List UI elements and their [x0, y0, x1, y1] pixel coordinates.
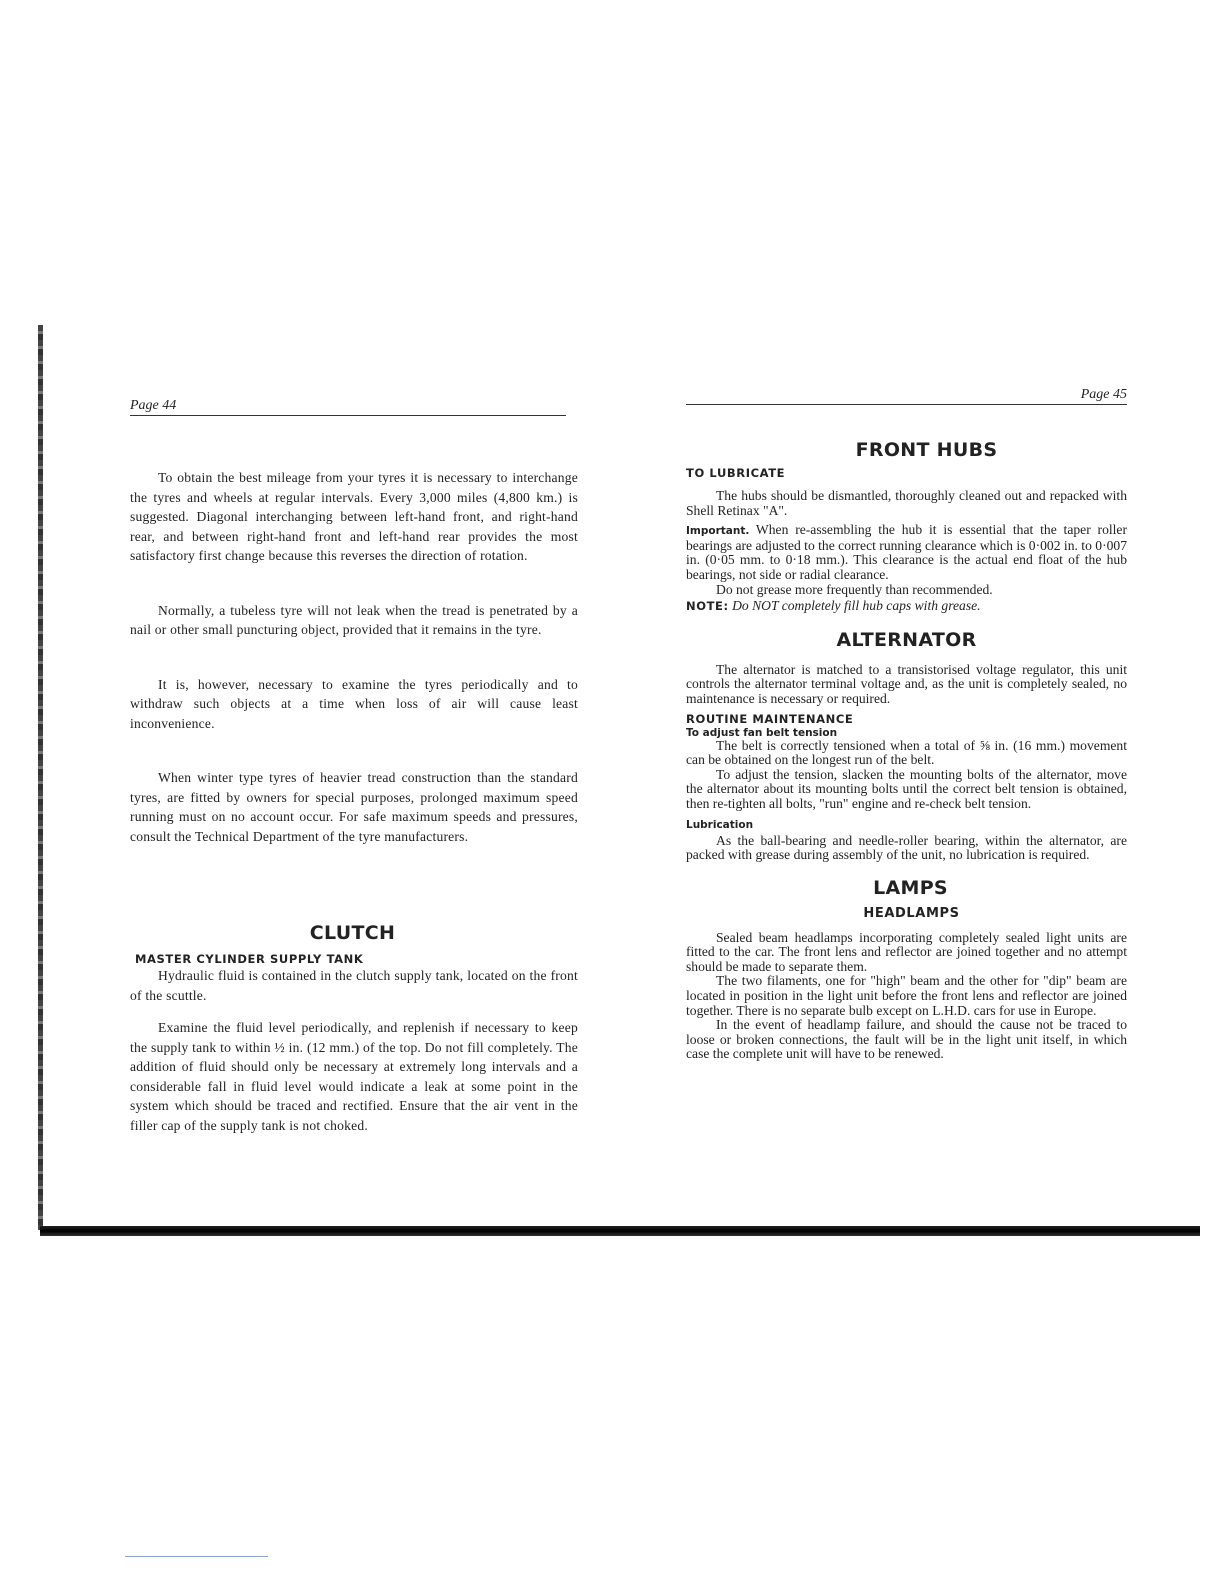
clutch-heading: CLUTCH [309, 922, 396, 944]
headlamps-subheading: HEADLAMPS [863, 905, 960, 921]
adjust-tension-paragraph: To adjust the tension, slacken the mounting bolts of the alternator, move the alternator about its mounting bolts until the correct belt tension is obtained, then re-tighten all bolts, "run" engine and re-check belt tension. [686, 766, 1127, 811]
hubs-note-paragraph [686, 599, 1127, 614]
footer-rule [125, 1556, 268, 1557]
clutch-fluid-paragraph: Hydraulic fluid is contained in the clutch supply tank, located on the front of the scuttle. [130, 968, 578, 1003]
tyre-interchange-paragraph: To obtain the best mileage from your tyres it is necessary to interchange the tyres and wheels at regular intervals. Every 3,000 miles (4,800 km.) is suggested. Diagonal interchanging between left-hand front, and right-hand rear, and between right-hand front and left-hand rear provides the most satisfactory first change because this reverses the direction of rotation. [130, 470, 578, 563]
tubeless-tyre-paragraph: Normally, a tubeless tyre will not leak when the tread is penetrated by a nail or other small puncturing object, provided that it remains in the tyre. [130, 602, 578, 637]
winter-tyres-paragraph: When winter type tyres of heavier tread construction than the standard tyres, are fitted by owners for special purposes, prolonged maximum speed running must on no account occur. For safe maximum speeds and pressures, consult the Technical Department of the tyre manufacturers. [130, 770, 578, 844]
bottom-binding-edge [40, 1226, 1200, 1236]
page-number-right: Page 45 [686, 387, 1127, 405]
tyre-examine-paragraph: It is, however, necessary to examine the tyres periodically and to withdraw such objects at a time when loss of air will cause least inconvenience. [130, 676, 578, 731]
important-text: When re-assembling the hub it is essential that the taper roller bearings are adjusted to the correct running clearance which is 0·002 in. to 0·007 in. (0·05 mm. to 0·18 mm.). This clearance is the actual end float of the hub bearings, not side or radial clearance. [686, 522, 1127, 582]
hubs-dismantle-paragraph: The hubs should be dismantled, thoroughly cleaned out and repacked with Shell Retinax "A". [686, 488, 1127, 518]
right-page [686, 387, 1127, 1062]
to-lubricate-subheading: TO LUBRICATE [686, 466, 786, 480]
lamps-heading: LAMPS [873, 876, 948, 899]
sealed-beam-paragraph: Sealed beam headlamps incorporating completely sealed light units are fitted to the car. The front lens and reflector are joined together and no attempt should be made to separate them. [686, 929, 1127, 974]
left-page [130, 398, 578, 1135]
note-label: NOTE: [686, 599, 729, 614]
clutch-examine-paragraph: Examine the fluid level periodically, and replenish if necessary to keep the supply tank to within ½ in. (12 mm.) of the top. Do not fill completely. The addition of fluid should only be necessary at extremely long intervals and a considerable fall in fluid level would indicate a leak at some point in the system which should be traced and rectified. Ensure that the air vent in the filler cap of the supply tank is not choked. [130, 1020, 578, 1133]
hubs-important-paragraph [686, 523, 1127, 582]
hubs-grease-paragraph: Do not grease more frequently than recommended. [716, 581, 993, 597]
page-number-left: Page 44 [130, 398, 566, 416]
routine-maintenance-subheading: ROUTINE MAINTENANCE [686, 711, 854, 726]
belt-tension-paragraph: The belt is correctly tensioned when a total of ⅝ in. (16 mm.) movement can be obtained on the longest run of the belt. [686, 737, 1127, 768]
front-hubs-heading: FRONT HUBS [855, 439, 998, 461]
alternator-regulator-paragraph: The alternator is matched to a transistorised voltage regulator, this unit controls the alternator terminal voltage and, as the unit is completely sealed, no maintenance is necessary or required. [686, 661, 1127, 706]
bearing-lubrication-paragraph: As the ball-bearing and needle-roller bearing, within the alternator, are packed with grease during assembly of the unit, no lubrication is required. [686, 832, 1127, 863]
filaments-paragraph: The two filaments, one for "high" beam and the other for "dip" beam are located in position in the light unit before the front lens and reflector are joined together. There is no separate bulb except on L.H.D. cars for use in Europe. [686, 973, 1127, 1018]
note-text: Do NOT completely fill hub caps with grease. [728, 598, 981, 614]
fan-belt-subheading: To adjust fan belt tension [686, 726, 838, 739]
lubrication-subheading: Lubrication [686, 818, 754, 831]
alternator-heading: ALTERNATOR [836, 628, 977, 651]
book-spine-edge [38, 325, 43, 1230]
master-cylinder-subheading: MASTER CYLINDER SUPPLY TANK [135, 952, 364, 966]
headlamp-failure-paragraph: In the event of headlamp failure, and should the cause not be traced to loose or broken connections, the fault will be in the light unit itself, in which case the complete unit will have to be renewed. [686, 1017, 1127, 1062]
important-label: Important. [686, 525, 750, 538]
